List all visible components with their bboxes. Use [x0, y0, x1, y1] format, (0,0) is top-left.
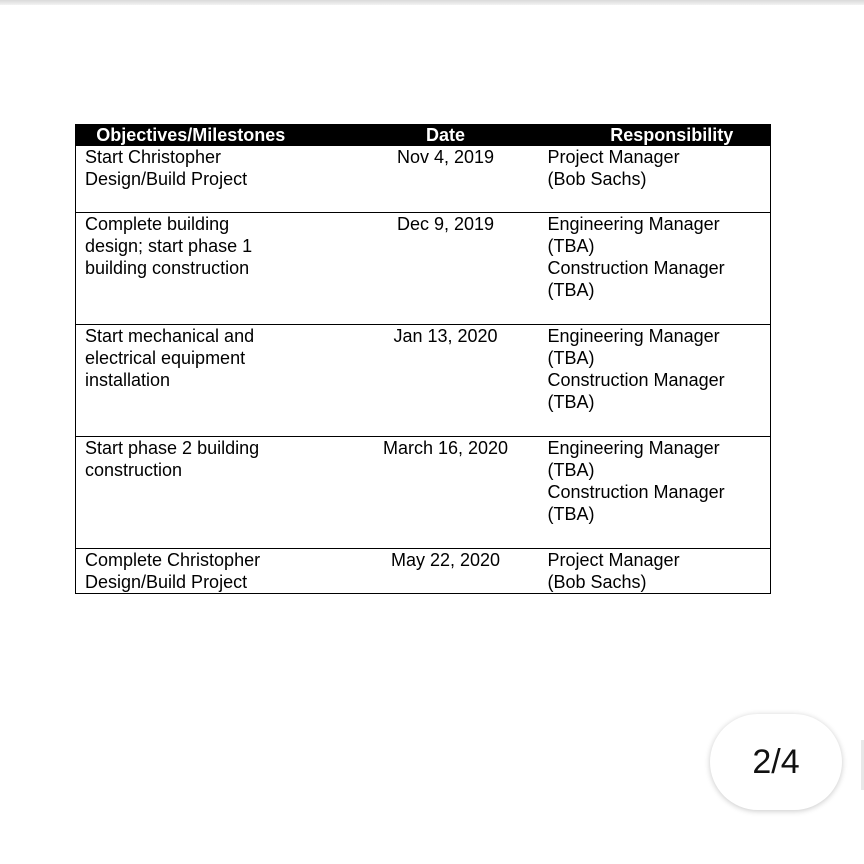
page-indicator-label: 2/4: [752, 742, 800, 781]
table-row: [76, 549, 771, 594]
table-row: [76, 213, 771, 325]
objective-cell: Start phase 2 building construction: [76, 437, 346, 549]
responsibility-cell: Engineering Manager (TBA) Construction Manager (TBA): [546, 213, 771, 325]
date-cell: May 22, 2020: [390, 550, 501, 570]
table-row: [76, 146, 771, 213]
table-row: [76, 437, 771, 549]
objective-cell: Start Christopher Design/Build Project: [76, 146, 346, 213]
header-responsibility: Responsibility: [546, 125, 771, 147]
responsibility-cell: Project Manager (Bob Sachs): [546, 146, 771, 213]
header-objectives: Objectives/Milestones: [76, 125, 346, 147]
objective-cell: Start mechanical and electrical equipment installation: [76, 325, 346, 437]
table-row: [76, 325, 771, 437]
objective-cell: Complete Christopher Design/Build Project: [85, 550, 261, 592]
page-indicator[interactable]: [710, 714, 842, 810]
date-cell: Dec 9, 2019: [346, 213, 546, 325]
date-cell: Jan 13, 2020: [346, 325, 546, 437]
date-cell: March 16, 2020: [346, 437, 546, 549]
milestones-table: [75, 124, 771, 594]
table-header-row: [76, 125, 771, 147]
responsibility-cell: Project Manager (Bob Sachs): [547, 550, 680, 592]
responsibility-cell: Engineering Manager (TBA) Construction Manager (TBA): [546, 325, 771, 437]
date-cell: Nov 4, 2019: [346, 146, 546, 213]
objective-cell: Complete building design; start phase 1 building construction: [76, 213, 346, 325]
responsibility-cell: Engineering Manager (TBA) Construction Manager (TBA): [546, 437, 771, 549]
header-date: Date: [346, 125, 546, 147]
top-toolbar-edge: [0, 0, 864, 5]
